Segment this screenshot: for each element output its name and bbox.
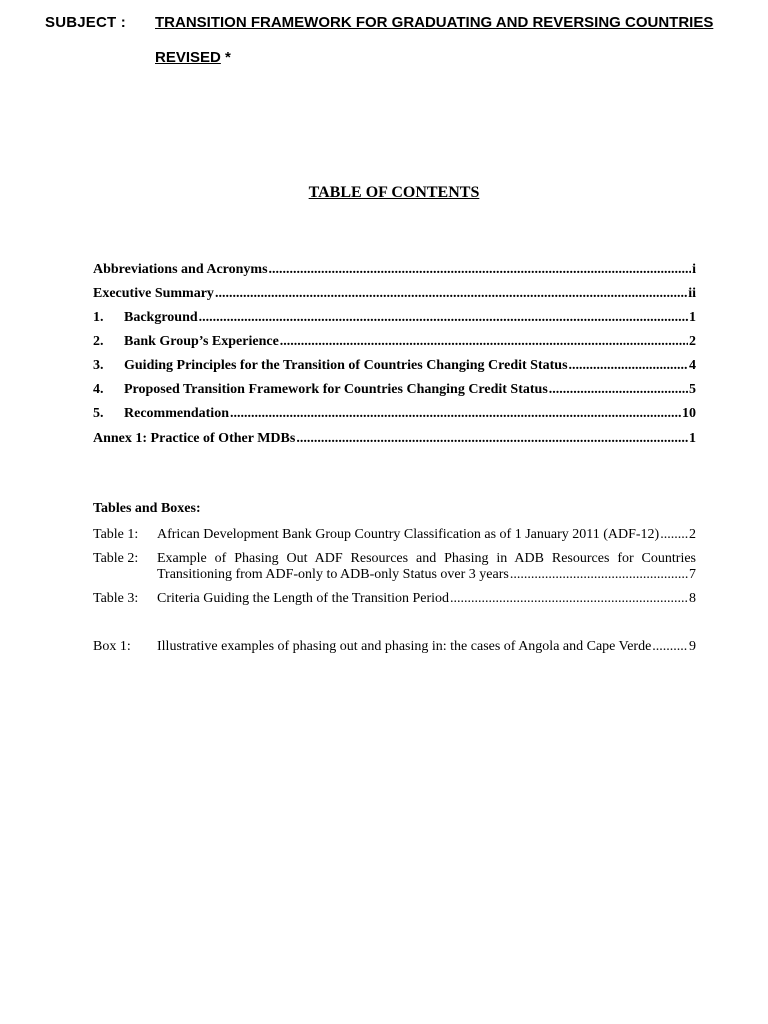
toc-entry-text: Executive Summary: [93, 286, 214, 301]
toc-entry-page: 1: [689, 310, 696, 325]
dot-leader: [280, 334, 688, 350]
toc-entry: [93, 262, 696, 278]
item-label: Box 1:: [93, 639, 131, 654]
toc-entry: [93, 406, 696, 422]
toc-entry-number: 4.: [93, 382, 104, 397]
item-row: [157, 527, 696, 543]
toc-entry-text: Guiding Principles for the Transition of Countries Changing Credit Status: [124, 358, 568, 373]
toc-entry-number: 2.: [93, 334, 104, 349]
item-row: [157, 591, 696, 607]
dot-leader: [549, 382, 688, 398]
toc-entry: [93, 334, 696, 350]
dot-leader: [215, 286, 687, 302]
toc-entry-page: ii: [688, 286, 696, 301]
toc-entry-number: 5.: [93, 406, 104, 421]
subject-label: SUBJECT :: [45, 14, 126, 31]
item-label: Table 1:: [93, 527, 139, 542]
toc-entry: [93, 358, 696, 374]
item-text: Illustrative examples of phasing out and phasing in: the cases of Angola and Cape Verde: [157, 639, 652, 654]
toc-entry-text: Bank Group’s Experience: [124, 334, 279, 349]
list-item-table-2: [93, 551, 696, 587]
item-page: 2: [689, 527, 696, 542]
toc-entry-page: 2: [689, 334, 696, 349]
item-text-line-1: Example of Phasing Out ADF Resources and Phasing in ADB Resources for Countries: [157, 551, 696, 566]
toc-entry-number: 1.: [93, 310, 104, 325]
toc-entry-page: 4: [689, 358, 696, 373]
revised-asterisk: *: [220, 49, 231, 66]
dot-leader: [199, 310, 688, 326]
dot-leader: [269, 262, 692, 278]
toc-entry: [93, 431, 696, 447]
toc-entry-page: i: [692, 262, 696, 277]
tables-boxes-heading: Tables and Boxes:: [93, 501, 201, 516]
item-row: [157, 567, 696, 583]
toc-entry-page: 1: [689, 431, 696, 446]
dot-leader: [450, 591, 688, 607]
dot-leader: [660, 527, 688, 543]
list-item-table-1: [93, 527, 696, 547]
item-text: African Development Bank Group Country Classification as of 1 January 2011 (ADF-12): [157, 527, 660, 542]
list-item-table-3: [93, 591, 696, 611]
toc-title: TABLE OF CONTENTS: [308, 184, 480, 201]
toc-entry-number: 3.: [93, 358, 104, 373]
toc-entry: [93, 382, 696, 398]
dot-leader: [569, 358, 688, 374]
toc-entry-text: Annex 1: Practice of Other MDBs: [93, 431, 296, 446]
toc-entry-text: Recommendation: [124, 406, 229, 421]
toc-entry-text: Abbreviations and Acronyms: [93, 262, 268, 277]
subject-revised: [155, 49, 231, 66]
item-page: 8: [689, 591, 696, 606]
item-page: 7: [689, 567, 696, 582]
dot-leader: [230, 406, 681, 422]
item-label: Table 3:: [93, 591, 139, 606]
dot-leader: [652, 639, 688, 655]
item-text: Criteria Guiding the Length of the Transition Period: [157, 591, 450, 606]
dot-leader: [510, 567, 688, 583]
toc-entry: [93, 310, 696, 326]
toc-entry-text: Background: [124, 310, 198, 325]
toc-entry-page: 5: [689, 382, 696, 397]
item-row: [157, 639, 696, 655]
toc-entry-page: 10: [682, 406, 696, 421]
item-label: Table 2:: [93, 551, 139, 566]
dot-leader: [296, 431, 688, 447]
subject-title: TRANSITION FRAMEWORK FOR GRADUATING AND REVERSING COUNTRIES: [155, 14, 714, 31]
item-text-line-2: Transitioning from ADF-only to ADB-only Status over 3 years: [157, 567, 509, 582]
revised-label: REVISED: [155, 49, 221, 66]
item-page: 9: [689, 639, 696, 654]
toc-entry: [93, 286, 696, 302]
toc-entry-text: Proposed Transition Framework for Countries Changing Credit Status: [124, 382, 548, 397]
list-item-box-1: [93, 639, 696, 659]
